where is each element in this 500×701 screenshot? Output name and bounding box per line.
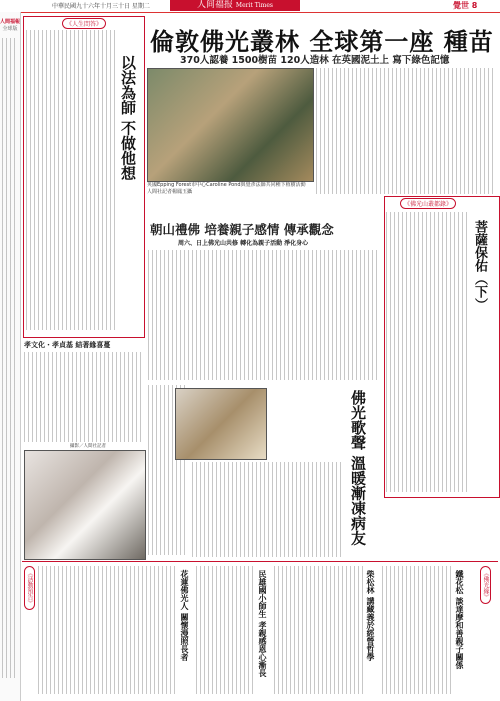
right-column-tag: 《佛光山叢都錄》 (400, 198, 456, 209)
section-label: 覺世 8 (453, 1, 478, 10)
wedding-headline: 孝文化・孝貞基 結著緣喜蔓 (24, 341, 111, 349)
bottom-col4-text (382, 566, 452, 694)
main-story-text (316, 68, 496, 194)
bottom-col2-text (196, 566, 256, 694)
left-column-tag: 《人生問答》 (62, 18, 106, 29)
wedding-byline: 攝影／人間社記者 (70, 444, 106, 449)
second-story-headline: 朝山禮佛 培養親子感情 傳承觀念 (150, 222, 334, 237)
wedding-text (24, 352, 144, 442)
music-text (192, 462, 342, 557)
music-title: 佛光歌聲 溫暖漸凍病友 (349, 390, 367, 546)
main-headline: 倫敦佛光叢林 全球第一座 種苗 (150, 27, 494, 56)
left-strip-item: 全球版 (2, 26, 18, 32)
second-story-text (148, 250, 380, 380)
right-column-text (386, 212, 468, 492)
left-column-text (26, 30, 116, 330)
left-column-title: 以法為師 不做他想 (119, 55, 137, 181)
bottom-left-tag: 《活動預告》 (24, 566, 35, 610)
left-strip-lines (2, 38, 18, 678)
masthead-logo (170, 0, 300, 11)
bottom-right-tag: 《佛光緣》 (480, 566, 491, 604)
bottom-col1-text (38, 566, 178, 694)
bottom-col4-title: 鐵花松 談達摩和善親子關係 (455, 570, 465, 669)
dateline: 中華民國九十六年十月三十日 星期二 (52, 3, 150, 10)
bottom-col1-title: 花蓮佛光人 關懷漫照長者 (180, 570, 190, 661)
logo-text-en: Merit Times (235, 2, 273, 9)
bottom-col3-text (274, 566, 364, 694)
logo-text: 人间福报 (197, 0, 234, 10)
right-column-title: 菩薩保佑（下） (472, 220, 487, 311)
main-subhead: 370人認養 1500樹苗 120人造林 在英國泥土上 寫下綠色記憶 (180, 55, 450, 66)
left-strip (0, 12, 21, 701)
main-photo (147, 68, 314, 182)
bottom-col2-title: 民雄國小師生 孝親感恩心漸長 (258, 570, 268, 677)
second-story-subhead: 周六、日上佛光山共修 轉化為親子活動 淨化身心 (178, 240, 309, 247)
wedding-photo (24, 450, 146, 560)
bottom-col3-title: 柴松林 講藏義於經營哲學 (366, 570, 376, 661)
main-photo-caption: 英國Epping Forest市中心Caroline Pond與覺彥法師共同種下植樹活動 人間社記者楊鳳玉攝 (147, 182, 306, 195)
left-strip-item: 人間福報 (0, 19, 21, 25)
music-photo (175, 388, 267, 460)
bottom-rule (22, 561, 498, 562)
